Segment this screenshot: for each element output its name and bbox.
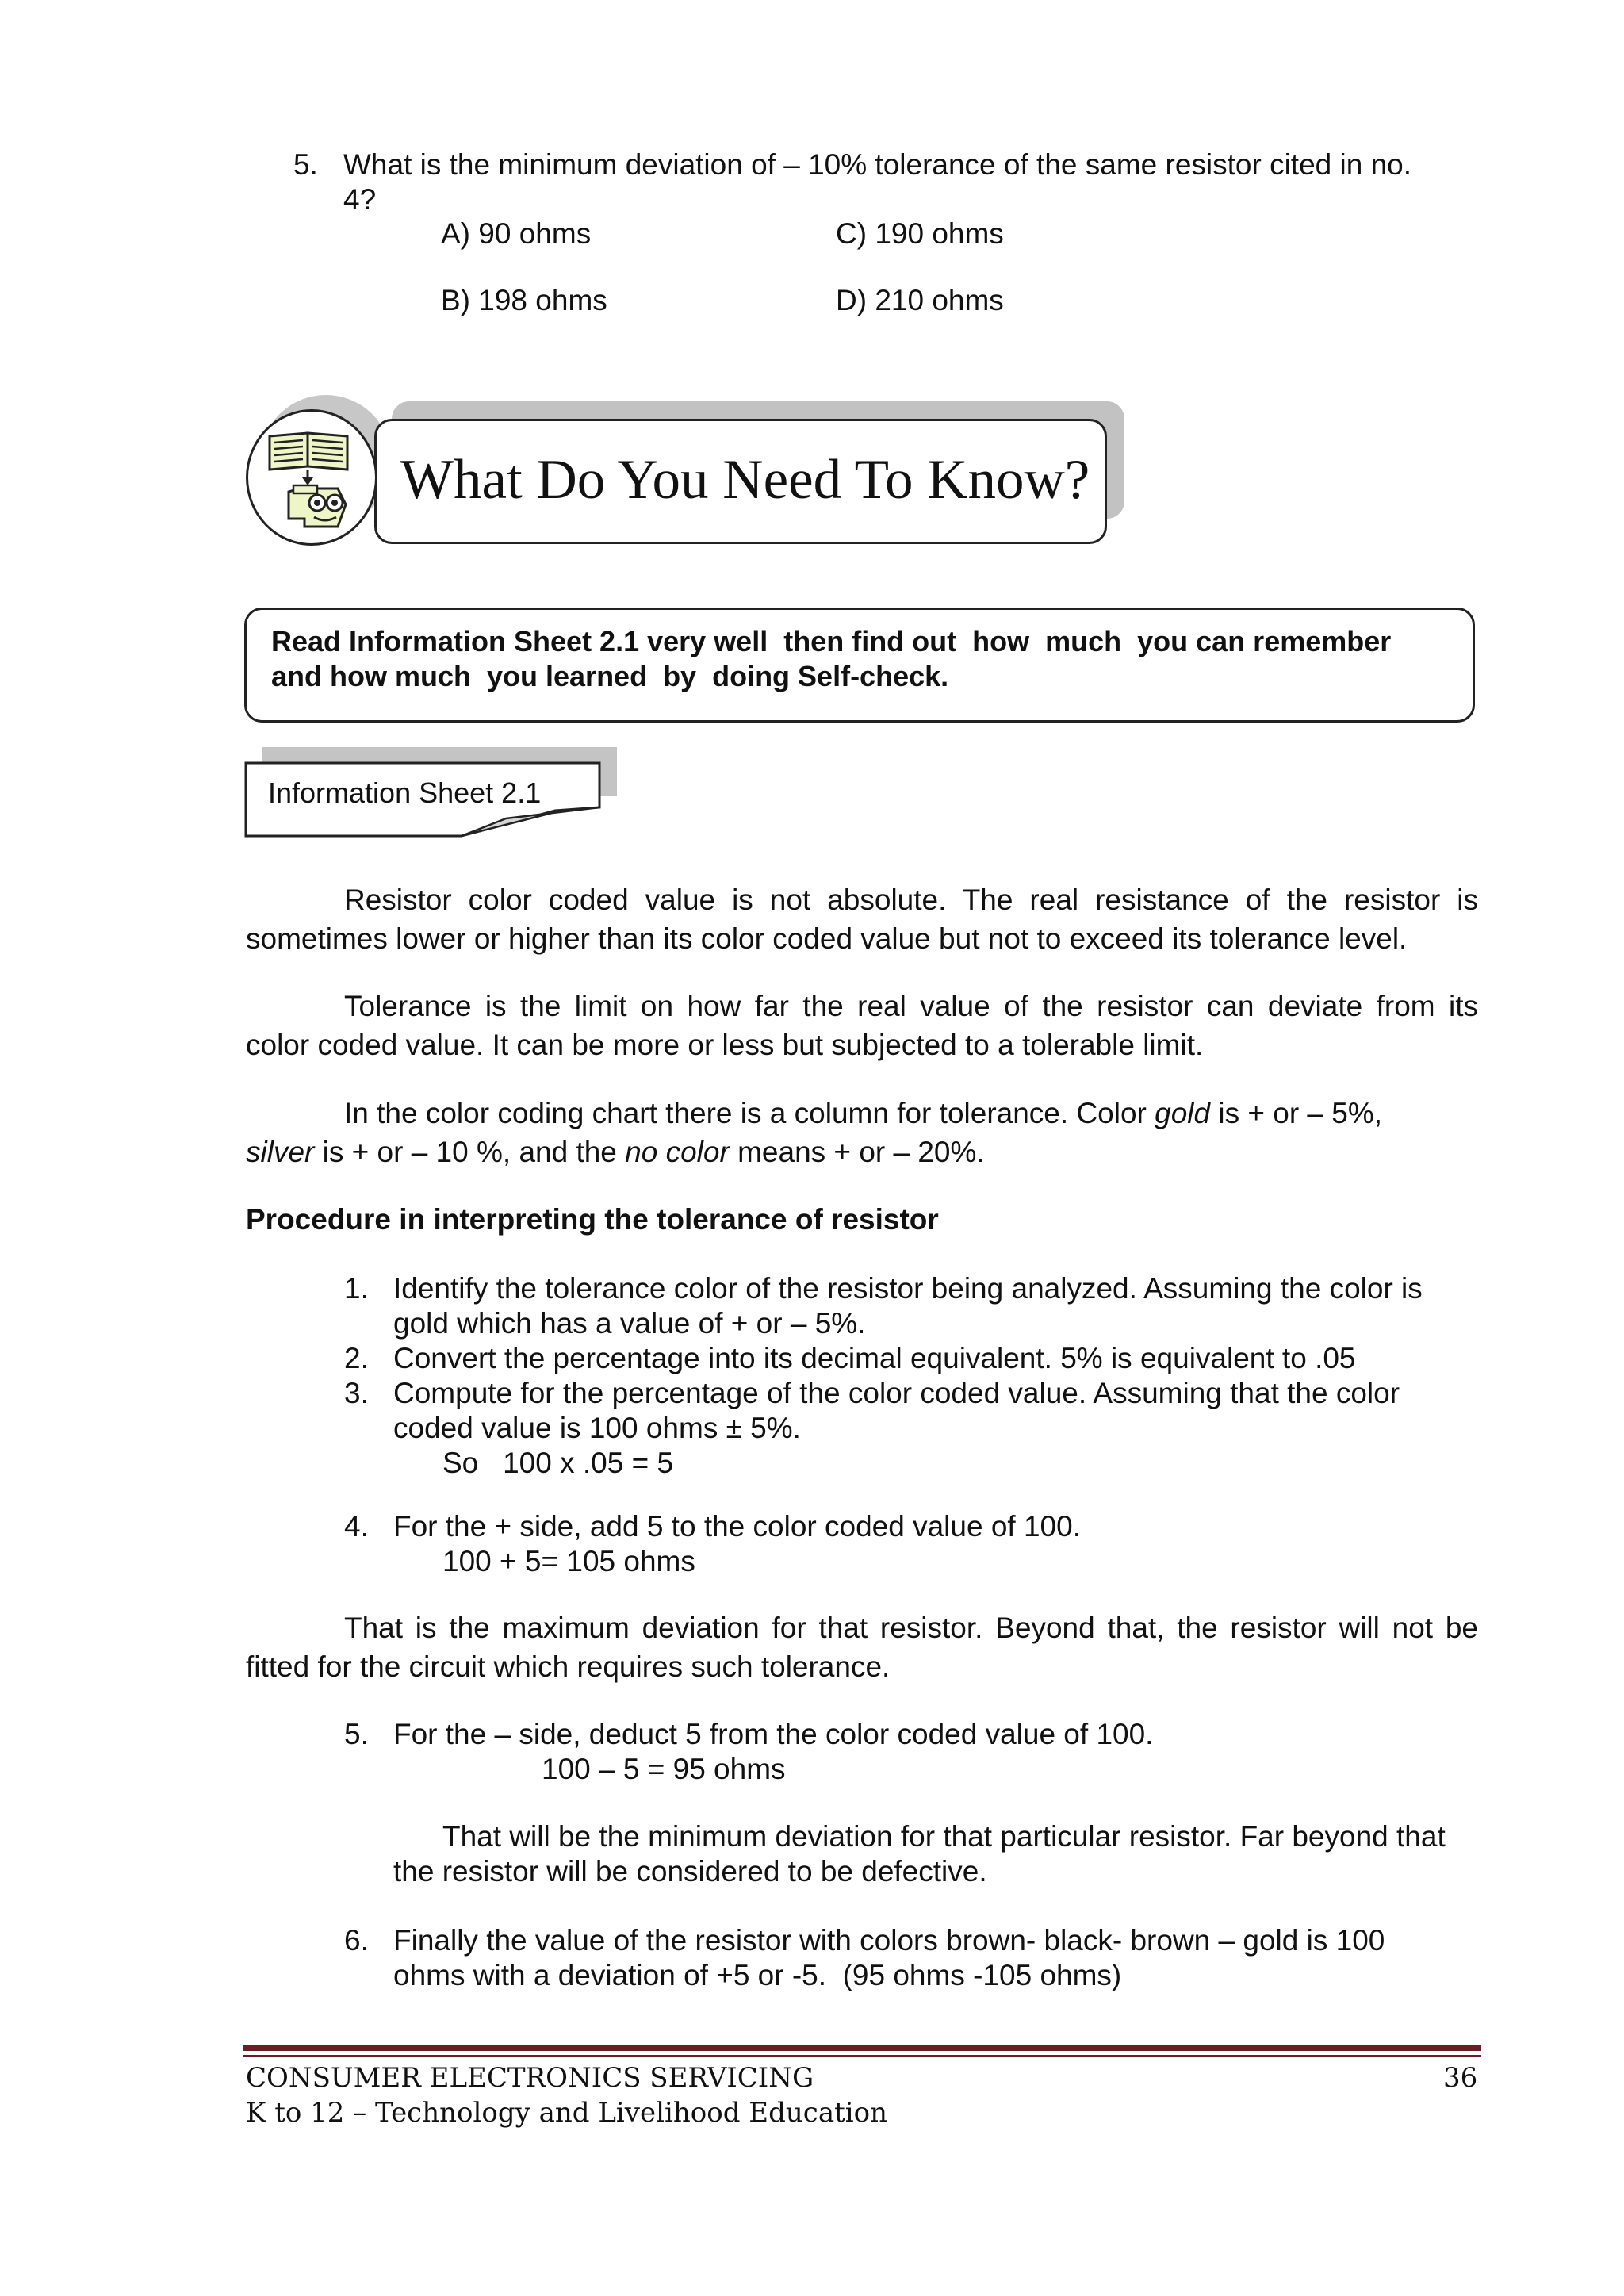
paragraph-2-line-2: color coded value. It can be more or less but subjected to a tolerable limit. <box>246 1029 1204 1061</box>
footer-course-title: CONSUMER ELECTRONICS SERVICING <box>246 2062 814 2094</box>
book-reader-icon <box>259 425 366 533</box>
step-text: Convert the percentage into its decimal equivalent. 5% is equivalent to .05 <box>393 1342 1356 1374</box>
paragraph-1-line-2: sometimes lower or higher than its color coded value but not to exceed its tolerance level. <box>246 922 1408 955</box>
step-text: coded value is 100 ohms ± 5%. <box>393 1412 801 1444</box>
step-text: the resistor will be considered to be defective. <box>393 1855 987 1888</box>
step-number: 1. <box>344 1272 369 1305</box>
step-text: That will be the minimum deviation for that particular resistor. Far beyond that <box>442 1820 1446 1853</box>
question-text: What is the minimum deviation of – 10% tolerance of the same resistor cited in no. <box>343 148 1412 181</box>
question-text-continued: 4? <box>343 183 377 216</box>
p3-text-c: is + or – 10 %, and the <box>314 1136 626 1168</box>
step-text: gold which has a value of + or – 5%. <box>393 1307 866 1340</box>
option-b: B) 198 ohms <box>441 284 607 316</box>
step-calculation: 100 + 5= 105 ohms <box>442 1545 695 1577</box>
section-title: What Do You Need To Know? <box>400 449 1090 511</box>
step-text: Identify the tolerance color of the resistor being analyzed. Assuming the color is <box>393 1272 1423 1305</box>
paragraph-2-line-1: Tolerance is the limit on how far the real value of the resistor can deviate from its <box>344 990 1478 1022</box>
footer-rule-thick <box>243 2045 1481 2051</box>
option-c: C) 190 ohms <box>836 217 1004 250</box>
p3-no-color: no color <box>625 1136 730 1168</box>
paragraph-1-line-1: Resistor color coded value is not absolute. The real resistance of the resistor is <box>344 884 1478 916</box>
step-text: Compute for the percentage of the color coded value. Assuming that the color <box>393 1377 1400 1409</box>
step-number: 4. <box>344 1510 369 1543</box>
step-number: 6. <box>344 1924 369 1957</box>
option-a: A) 90 ohms <box>441 217 592 250</box>
step-number: 5. <box>344 1718 369 1750</box>
footer-program: K to 12 – Technology and Livelihood Education <box>246 2097 887 2129</box>
step-calculation: So 100 x .05 = 5 <box>442 1447 674 1479</box>
p3-gold: gold <box>1155 1097 1211 1129</box>
footer-rule-thin <box>243 2055 1481 2057</box>
info-sheet-label: Information Sheet 2.1 <box>268 776 542 809</box>
procedure-heading: Procedure in interpreting the tolerance of resistor <box>246 1203 939 1236</box>
step-text: ohms with a deviation of +5 or -5. (95 ohms -105 ohms) <box>393 1959 1122 1991</box>
page-number: 36 <box>1443 2062 1478 2094</box>
p3-silver: silver <box>246 1136 315 1168</box>
step-text: Finally the value of the resistor with colors brown- black- brown – gold is 100 <box>393 1924 1385 1957</box>
option-d: D) 210 ohms <box>836 284 1004 316</box>
step-text: For the + side, add 5 to the color coded value of 100. <box>393 1510 1081 1543</box>
paragraph-4-line-1: That is the maximum deviation for that resistor. Beyond that, the resistor will not be <box>344 1612 1478 1644</box>
p3-text-a: In the color coding chart there is a column for tolerance. Color <box>344 1097 1155 1129</box>
paragraph-4-line-2: fitted for the circuit which requires such tolerance. <box>246 1650 891 1683</box>
instruction-line-1: Read Information Sheet 2.1 very well then find out how much you can remember <box>271 625 1392 657</box>
step-number: 3. <box>344 1377 369 1409</box>
question-number: 5. <box>293 148 318 181</box>
paragraph-3-line-1 <box>344 1096 1382 1131</box>
step-number: 2. <box>344 1342 369 1374</box>
step-text: For the – side, deduct 5 from the color coded value of 100. <box>393 1718 1154 1750</box>
paragraph-3-line-2 <box>246 1135 985 1170</box>
p3-text-d: means + or – 20%. <box>729 1136 985 1168</box>
p3-text-b: is + or – 5%, <box>1210 1097 1383 1129</box>
step-calculation: 100 – 5 = 95 ohms <box>542 1753 786 1785</box>
instruction-line-2: and how much you learned by doing Self-check. <box>271 660 949 692</box>
